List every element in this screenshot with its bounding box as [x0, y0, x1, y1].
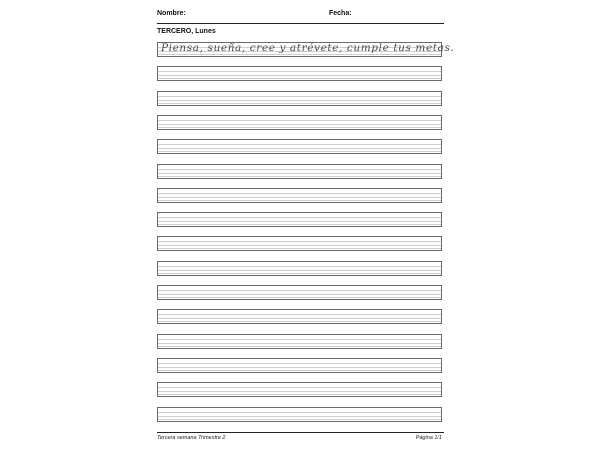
worksheet-header	[157, 9, 444, 24]
name-label: Nombre:	[157, 10, 186, 17]
model-line	[157, 42, 455, 57]
practice-line	[157, 334, 442, 349]
worksheet-subtitle: TERCERO, Lunes	[157, 28, 216, 35]
practice-line	[157, 115, 442, 130]
practice-line	[157, 91, 442, 106]
worksheet-footer	[157, 432, 444, 443]
practice-line	[157, 139, 442, 154]
practice-line	[157, 407, 442, 422]
model-sentence: Piensa, sueña, cree y atrévete, cumple tus metas.	[161, 42, 455, 54]
date-label: Fecha:	[329, 10, 352, 17]
practice-line	[157, 382, 442, 397]
practice-line	[157, 285, 442, 300]
footer-page-number: Página 1/1	[415, 435, 442, 441]
practice-line	[157, 261, 442, 276]
practice-line	[157, 309, 442, 324]
practice-line	[157, 66, 442, 81]
practice-line	[157, 188, 442, 203]
practice-line	[157, 358, 442, 373]
practice-line	[157, 164, 442, 179]
footer-left-text: Tercera semana Trimestre 2	[157, 435, 226, 441]
practice-line	[157, 236, 442, 251]
practice-line	[157, 212, 442, 227]
